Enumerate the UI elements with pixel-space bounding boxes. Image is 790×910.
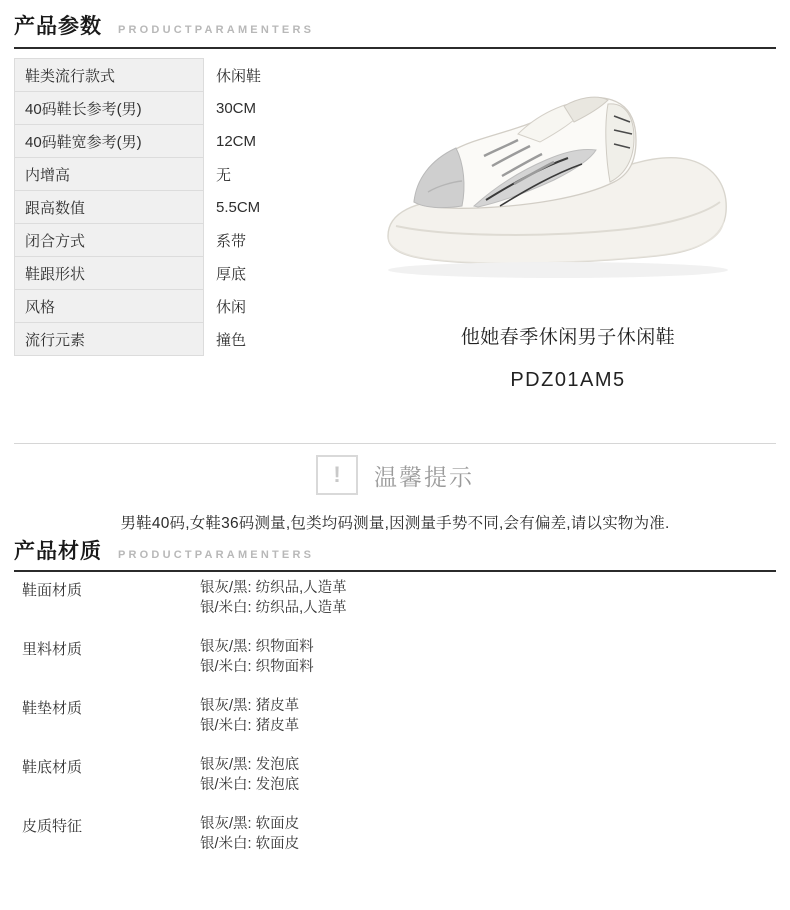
param-value: 30CM [216,99,257,117]
material-value: 银/米白: 织物面料 [200,659,314,675]
product-image [360,60,776,310]
materials-list [14,578,776,873]
materials-title-cn: 产品材质 [14,540,102,563]
product-code: PDZ01AM5 [510,369,626,391]
material-values [200,755,299,795]
material-value: 银灰/黑: 猪皮革 [200,698,300,714]
table-row [15,158,344,191]
param-value: 5.5CM [216,198,261,216]
material-values [200,814,299,854]
material-value: 银灰/黑: 软面皮 [200,816,300,832]
materials-section-header [0,535,790,572]
tips-block [0,455,790,533]
list-item [14,578,776,618]
param-key: 鞋类流行款式 [15,59,204,92]
param-key: 闭合方式 [15,224,204,257]
params-title-en: PRODUCTPARAMENTERS [118,24,315,36]
material-value: 银/米白: 纺织品,人造革 [200,600,347,616]
tips-text: 男鞋40码,女鞋36码测量,包类均码测量,因测量手势不同,会有偏差,请以实物为准. [120,515,670,532]
material-value: 银/米白: 发泡底 [200,777,300,793]
list-item [14,814,776,854]
material-values [200,696,299,736]
table-row [15,191,344,224]
params-header-rule [14,47,776,49]
material-value: 银灰/黑: 织物面料 [200,639,314,655]
param-value: 12CM [216,132,257,150]
table-row [15,92,344,125]
params-title-cn: 产品参数 [14,15,102,38]
materials-header-rule [14,570,776,572]
param-value: 撞色 [216,331,247,349]
list-item [14,755,776,795]
materials-title-en: PRODUCTPARAMENTERS [118,549,315,561]
material-label: 里料材质 [22,641,83,658]
material-values [200,578,347,618]
table-row [15,323,344,356]
material-value: 银灰/黑: 纺织品,人造革 [200,580,347,596]
params-table [14,58,344,356]
param-key: 鞋跟形状 [15,257,204,290]
product-name: 他她春季休闲男子休闲鞋 [460,327,676,348]
list-item [14,696,776,736]
material-value: 银灰/黑: 发泡底 [200,757,300,773]
exclamation-icon: ! [316,455,358,495]
param-key: 风格 [15,290,204,323]
param-value: 系带 [216,232,247,250]
section-divider [14,443,776,444]
params-section-header [0,10,328,40]
tips-header [316,455,474,495]
sneaker-illustration [368,60,768,310]
material-label: 皮质特征 [22,818,83,835]
param-key: 40码鞋长参考(男) [15,92,204,125]
table-row [15,224,344,257]
params-table-wrap [14,58,344,356]
table-row [15,125,344,158]
tips-title: 温馨提示 [374,463,474,490]
material-value: 银/米白: 猪皮革 [200,718,300,734]
table-row [15,257,344,290]
table-row [15,59,344,92]
table-row [15,290,344,323]
param-value: 无 [216,166,232,184]
param-key: 跟高数值 [15,191,204,224]
param-value: 厚底 [216,265,247,283]
param-key: 内增高 [15,158,204,191]
product-block [360,60,776,392]
material-label: 鞋底材质 [22,759,83,776]
param-value: 休闲 [216,298,247,316]
param-value: 休闲鞋 [216,67,262,85]
material-label: 鞋垫材质 [22,700,83,717]
param-key: 40码鞋宽参考(男) [15,125,204,158]
material-values [200,637,314,677]
list-item [14,637,776,677]
material-value: 银/米白: 软面皮 [200,836,300,852]
param-key: 流行元素 [15,323,204,356]
material-label: 鞋面材质 [22,582,83,599]
